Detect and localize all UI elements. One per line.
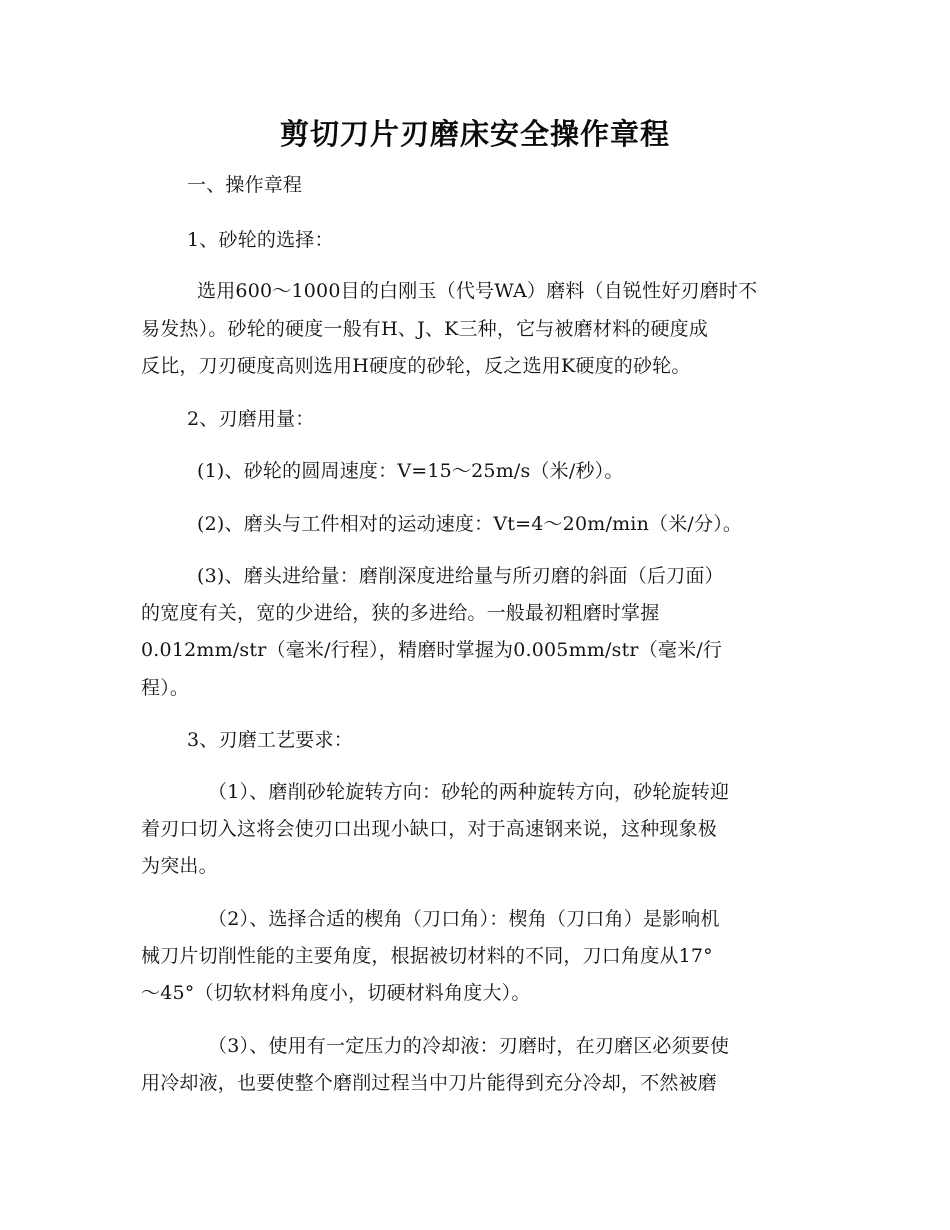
section-1-line: 选用600～1000目的白刚玉（代号WA）磨料（自锐性好刃磨时不 bbox=[197, 280, 758, 302]
section-3-item-1-line: 为突出。 bbox=[141, 855, 218, 877]
section-2-item-2: (2)、磨头与工件相对的运动速度：Vt=4～20m/min（米/分）。 bbox=[197, 513, 743, 535]
section-2-item-3-line: 的宽度有关，宽的少进给，狭的多进给。一般最初粗磨时掌握 bbox=[141, 602, 660, 624]
section-3-item-2-line: （2）、选择合适的楔角（刀口角）：楔角（刀口角）是影响机 bbox=[208, 908, 720, 930]
section-2-item-3-line: (3)、磨头进给量：磨削深度进给量与所刃磨的斜面（后刀面） bbox=[197, 565, 724, 587]
section-3-item-3-line: 用冷却液，也要使整个磨削过程当中刀片能得到充分冷却，不然被磨 bbox=[141, 1072, 718, 1094]
document-title: 剪切刀片刃磨床安全操作章程 bbox=[279, 117, 670, 151]
section-2-item-3-line: 程）。 bbox=[141, 677, 190, 699]
section-2-heading: 2、刃磨用量： bbox=[187, 408, 315, 430]
section-3-item-3-line: （3）、使用有一定压力的冷却液：刃磨时，在刃磨区必须要使 bbox=[208, 1035, 730, 1057]
section-1-line: 反比，刀刃硬度高则选用H硬度的砂轮，反之选用K硬度的砂轮。 bbox=[141, 355, 691, 377]
section-3-item-2-line: ～45°（切软材料角度小，切硬材料角度大）。 bbox=[141, 982, 531, 1004]
section-2-item-1: (1)、砂轮的圆周速度：V=15～25m/s（米/秒）。 bbox=[197, 460, 624, 482]
heading-operation-rules: 一、操作章程 bbox=[187, 174, 303, 196]
section-3-heading: 3、刃磨工艺要求： bbox=[187, 729, 353, 751]
section-2-item-3-line: 0.012mm/str（毫米/行程），精磨时掌握为0.005mm/str（毫米/行 bbox=[141, 639, 723, 661]
section-3-item-1-line: 着刃口切入这将会使刃口出现小缺口，对于高速钢来说，这种现象极 bbox=[141, 818, 718, 840]
section-1-line: 易发热）。砂轮的硬度一般有H、J、K三种，它与被磨材料的硬度成 bbox=[141, 318, 709, 340]
section-1-heading: 1、砂轮的选择： bbox=[187, 229, 334, 251]
section-3-item-2-line: 械刀片切削性能的主要角度，根据被切材料的不同，刀口角度从17° bbox=[141, 945, 713, 967]
section-3-item-1-line: （1）、磨削砂轮旋转方向：砂轮的两种旋转方向，砂轮旋转迎 bbox=[208, 781, 730, 803]
